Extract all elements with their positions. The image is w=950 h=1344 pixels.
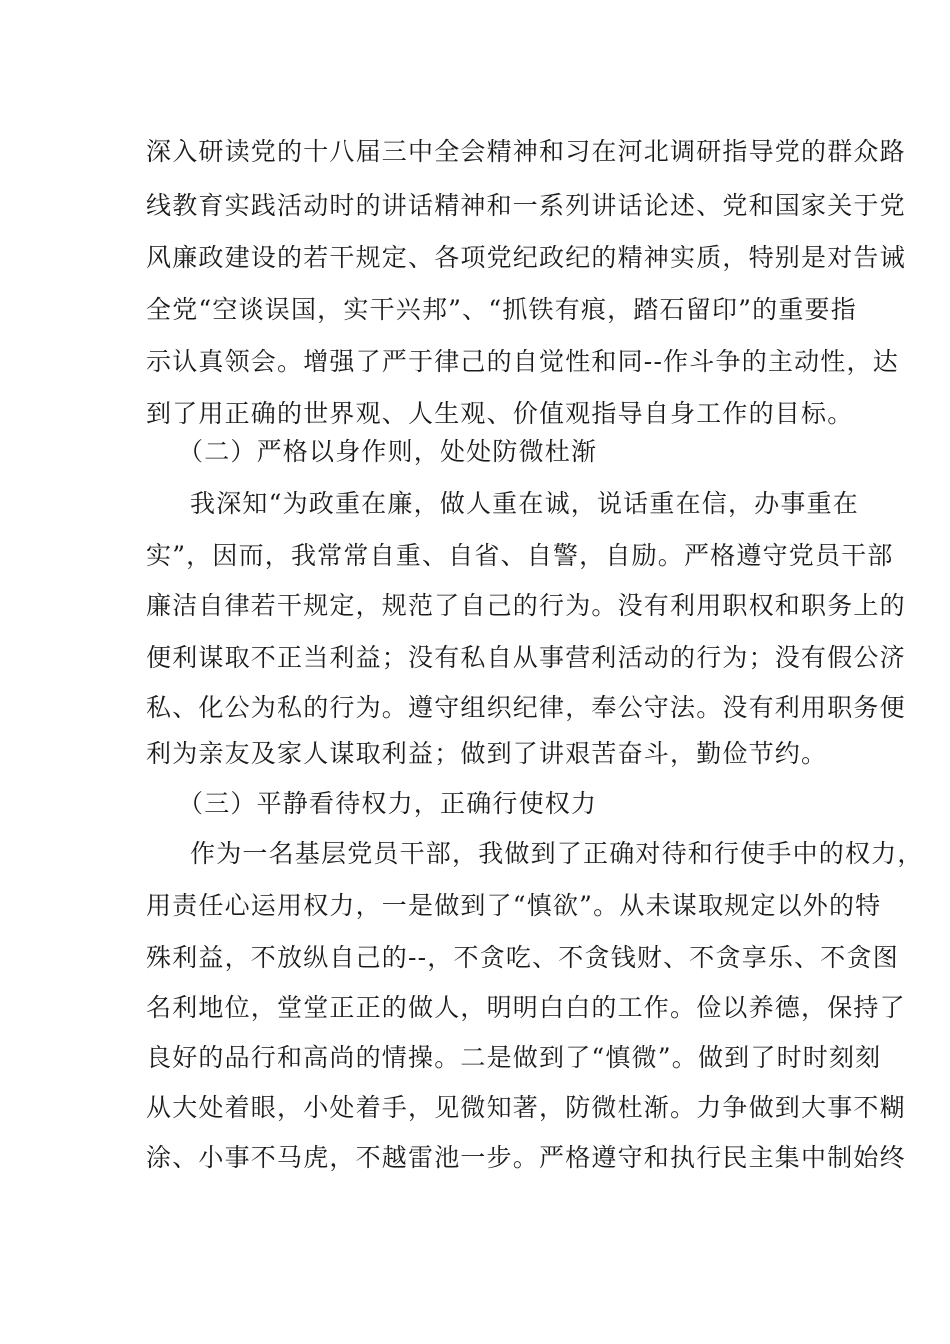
paragraph-line: 全党“空谈误国，实干兴邦”、“抓铁有痕，踏石留印”的重要指 [146,295,857,324]
paragraph-line: 风廉政建设的若干规定、各项党纪政纪的精神实质，特别是对告诫 [146,243,906,272]
paragraph-line: 私、化公为私的行为。遵守组织纪律，奉公守法。没有利用职务便 [146,693,906,722]
paragraph-line: 我深知“为政重在廉，做人重在诚，说话重在信，办事重在 [190,489,859,518]
paragraph-line: 良好的品行和高尚的情操。二是做到了“慎微”。做到了时时刻刻 [146,1043,882,1072]
paragraph-line: 便利谋取不正当利益；没有私自从事营利活动的行为；没有假公济 [146,643,906,672]
paragraph-line: 从大处着眼，小处着手，见微知著，防微杜渐。力争做到大事不糊 [146,1093,906,1122]
paragraph-line: 利为亲友及家人谋取利益；做到了讲艰苦奋斗，勤俭节约。 [146,739,828,768]
paragraph-line: 殊利益，不放纵自己的--，不贪吃、不贪钱财、不贪享乐、不贪图 [146,943,899,972]
section-heading: （二）严格以身作则，处处防微杜渐 [178,437,598,466]
paragraph-line: 廉洁自律若干规定，规范了自己的行为。没有利用职权和职务上的 [146,591,906,620]
paragraph-line: 实”，因而，我常常自重、自省、自警，自励。严格遵守党员干部 [146,541,894,570]
paragraph-line: 涂、小事不马虎，不越雷池一步。严格遵守和执行民主集中制始终 [146,1143,906,1172]
paragraph-line: 作为一名基层党员干部，我做到了正确对待和行使手中的权力， [190,839,924,868]
paragraph-line: 深入研读党的十八届三中全会精神和习在河北调研指导党的群众路 [146,137,906,166]
paragraph-line: 线教育实践活动时的讲话精神和一系列讲话论述、党和国家关于党 [146,191,906,220]
section-heading: （三）平静看待权力，正确行使权力 [178,789,598,818]
paragraph-line: 到了用正确的世界观、人生观、价值观指导自身工作的目标。 [146,399,854,428]
paragraph-line: 示认真领会。增强了严于律己的自觉性和同--作斗争的主动性，达 [146,347,899,376]
paragraph-line: 名利地位，堂堂正正的做人，明明白白的工作。俭以养德，保持了 [146,993,906,1022]
paragraph-line: 用责任心运用权力，一是做到了“慎欲”。从未谋取规定以外的特 [146,891,882,920]
